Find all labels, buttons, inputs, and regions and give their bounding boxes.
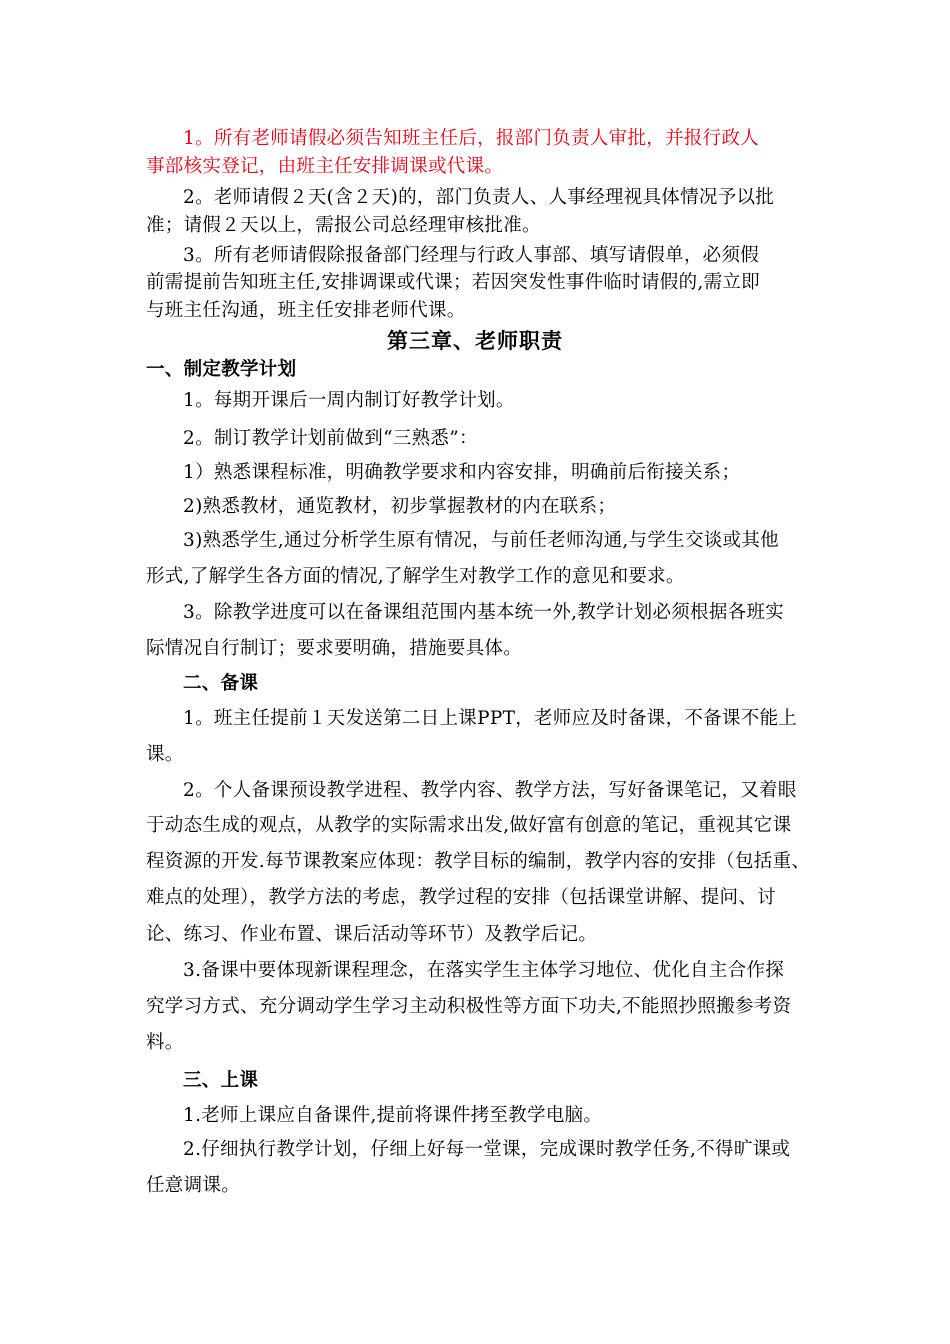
section-1-heading: 一、制定教学计划: [146, 359, 297, 380]
section-3-item-2-line-2: 任意调课。: [146, 1175, 241, 1196]
section-2-item-3-line-2: 究学习方式、充分调动学生学习主动积极性等方面下功夫,不能照抄照搬参考资: [146, 996, 792, 1017]
section-2-item-2-line-4: 难点的处理），教学方法的考虑，教学过程的安排（包括课堂讲解、提问、讨: [146, 887, 776, 908]
section-2-item-2-line-5: 论、练习、作业布置、课后活动等环节）及教学后记。: [146, 924, 598, 945]
section-1-item-1: 1。每期开课后一周内制订好教学计划。: [183, 390, 515, 411]
section-2-item-2-line-2: 于动态生成的观点，从教学的实际需求出发,做好富有创意的笔记，重视其它课: [146, 815, 792, 836]
chapter-title: 第三章、老师职责: [387, 328, 563, 353]
section-2-item-2-line-1: 2。个人备课预设教学进程、教学内容、教学方法，写好备课笔记，又着眼: [183, 780, 797, 801]
section-3-item-2-line-1: 2.仔细执行教学计划，仔细上好每一堂课，完成课时教学任务,不得旷课或: [183, 1139, 791, 1160]
section-2-item-2-line-3: 程资源的开发.每节课教案应体现：教学目标的编制，教学内容的安排（包括重、: [146, 851, 811, 872]
section-1-item-3-line-1: 3。除教学进度可以在备课组范围内基本统一外,教学计划必须根据各班实: [183, 602, 785, 623]
section-3-item-1: 1.老师上课应自备课件,提前将课件拷至教学电脑。: [183, 1105, 603, 1126]
leave-rule-2-line-2: 准；请假２天以上，需报公司总经理审核批准。: [146, 215, 541, 236]
leave-rule-3-line-1: 3。所有老师请假除报备部门经理与行政人事部、填写请假单，必须假: [183, 245, 760, 266]
section-1-item-2c-line-2: 形式,了解学生各方面的情况,了解学生对教学工作的意见和要求。: [146, 566, 685, 587]
section-1-item-2a: 1）熟悉课程标准，明确教学要求和内容安排，明确前后衔接关系；: [183, 462, 741, 483]
section-2-item-3-line-3: 料。: [146, 1032, 184, 1053]
section-2-item-3-line-1: 3.备课中要体现新课程理念，在落实学生主体学习地位、优化自主合作探: [183, 960, 785, 981]
section-1-item-3-line-2: 际情况自行制订；要求要明确，措施要具体。: [146, 638, 523, 659]
section-1-item-2c-line-1: 3)熟悉学生,通过分析学生原有情况，与前任老师沟通,与学生交谈或其他: [183, 530, 779, 551]
section-3-heading: 三、上课: [183, 1070, 259, 1091]
leave-rule-1-line-1: 1。所有老师请假必须告知班主任后，报部门负责人审批，并报行政人: [183, 128, 760, 149]
section-2-item-1-line-1: 1。班主任提前１天发送第二日上课PPT，老师应及时备课，不备课不能上: [183, 708, 798, 729]
section-1-item-2: 2。制订教学计划前做到“三熟悉”：: [183, 428, 478, 449]
leave-rule-3-line-2: 前需提前告知班主任,安排调课或代课；若因突发性事件临时请假的,需立即: [146, 272, 760, 293]
leave-rule-3-line-3: 与班主任沟通，班主任安排老师代课。: [146, 300, 466, 321]
section-2-heading: 二、备课: [183, 673, 259, 694]
leave-rule-2-line-1: 2。老师请假２天(含２天)的，部门负责人、人事经理视具体情况予以批: [183, 187, 775, 208]
section-1-item-2b: 2)熟悉教材，通览教材，初步掌握教材的内在联系；: [183, 496, 617, 517]
section-2-item-1-line-2: 课。: [146, 744, 184, 765]
leave-rule-1-line-2: 事部核实登记，由班主任安排调课或代课。: [146, 156, 504, 177]
